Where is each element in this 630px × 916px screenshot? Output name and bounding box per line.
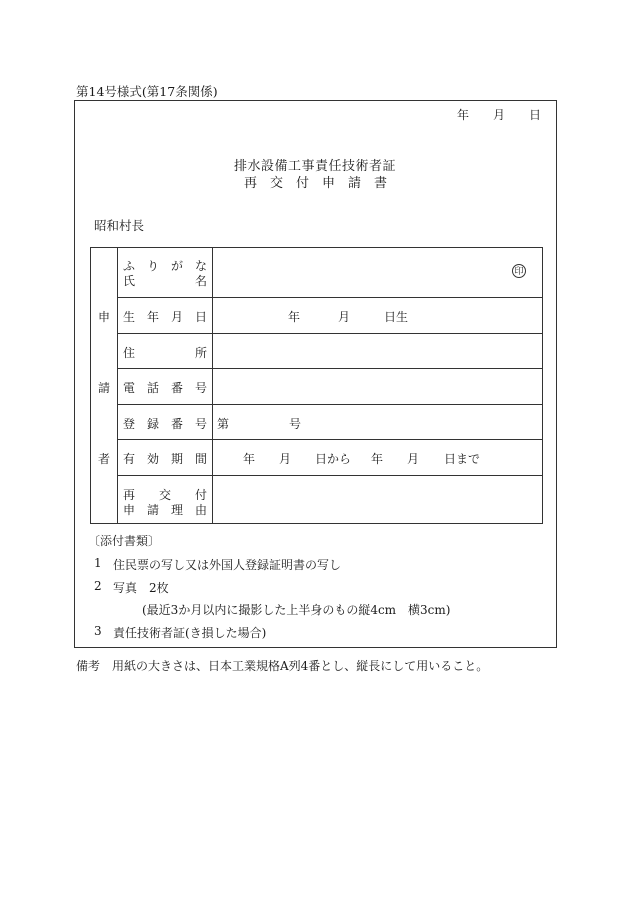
row-divider: [117, 439, 542, 440]
date-year-label: 年: [457, 108, 470, 122]
column-divider: [212, 248, 213, 523]
application-table: [90, 247, 543, 524]
column-divider: [117, 248, 118, 523]
addressee: 昭和村長: [94, 218, 145, 233]
validity-to-year: 年: [371, 452, 384, 466]
validity-to-month: 月: [407, 452, 420, 466]
registration-suffix: 号: [289, 417, 302, 431]
row-divider: [117, 368, 542, 369]
reissue-label: 再 交 付: [123, 488, 207, 502]
validity-label: 有 効 期 間: [123, 452, 207, 466]
attachment-number: 1: [94, 556, 102, 570]
attachment-text: 責任技術者証(き損した場合): [113, 626, 267, 640]
seal-icon: 印: [512, 264, 526, 278]
applicant-side-char: 申: [97, 310, 110, 324]
furigana-label: ふ り が な: [123, 259, 207, 273]
birthdate-label: 生 年 月 日: [123, 310, 207, 324]
attachment-text: 住民票の写し又は外国人登録証明書の写し: [113, 558, 342, 572]
row-divider: [117, 404, 542, 405]
attachment-text: (最近3か月以内に撮影した上半身のもの縦4cm 横3cm): [142, 603, 451, 617]
row-divider: [117, 333, 542, 334]
document-subtitle: 再交付申請書: [243, 176, 400, 191]
validity-from-year: 年: [243, 452, 256, 466]
birth-year-unit: 年: [288, 310, 301, 324]
attachment-number: 3: [94, 624, 102, 638]
document-title: 排水設備工事責任技術者証: [233, 159, 396, 174]
date-month-label: 月: [493, 108, 506, 122]
attachments-header: 〔添付書類〕: [88, 534, 161, 548]
attachment-text: 写真 2枚: [113, 581, 169, 595]
applicant-side-char: 者: [97, 452, 110, 466]
attachment-number: 2: [94, 579, 102, 593]
row-divider: [117, 297, 542, 298]
reason-label: 申 請 理 由: [123, 503, 207, 517]
address-label: 住 所: [123, 346, 207, 360]
validity-from-month: 月: [279, 452, 292, 466]
phone-label: 電 話 番 号: [123, 381, 207, 395]
validity-from-day: 日から: [315, 452, 352, 466]
applicant-side-char: 請: [97, 381, 110, 395]
row-divider: [117, 475, 542, 476]
birth-day-unit: 日生: [384, 310, 409, 324]
name-label: 氏 名: [123, 274, 207, 288]
remark-note: 備考 用紙の大きさは、日本工業規格A列4番とし、縦長にして用いること。: [76, 659, 489, 673]
birth-month-unit: 月: [338, 310, 351, 324]
registration-label: 登 録 番 号: [123, 417, 207, 431]
validity-to-day: 日まで: [444, 452, 481, 466]
form-number-label: 第14号様式(第17条関係): [76, 84, 218, 99]
date-day-label: 日: [529, 108, 542, 122]
registration-prefix: 第: [217, 417, 230, 431]
